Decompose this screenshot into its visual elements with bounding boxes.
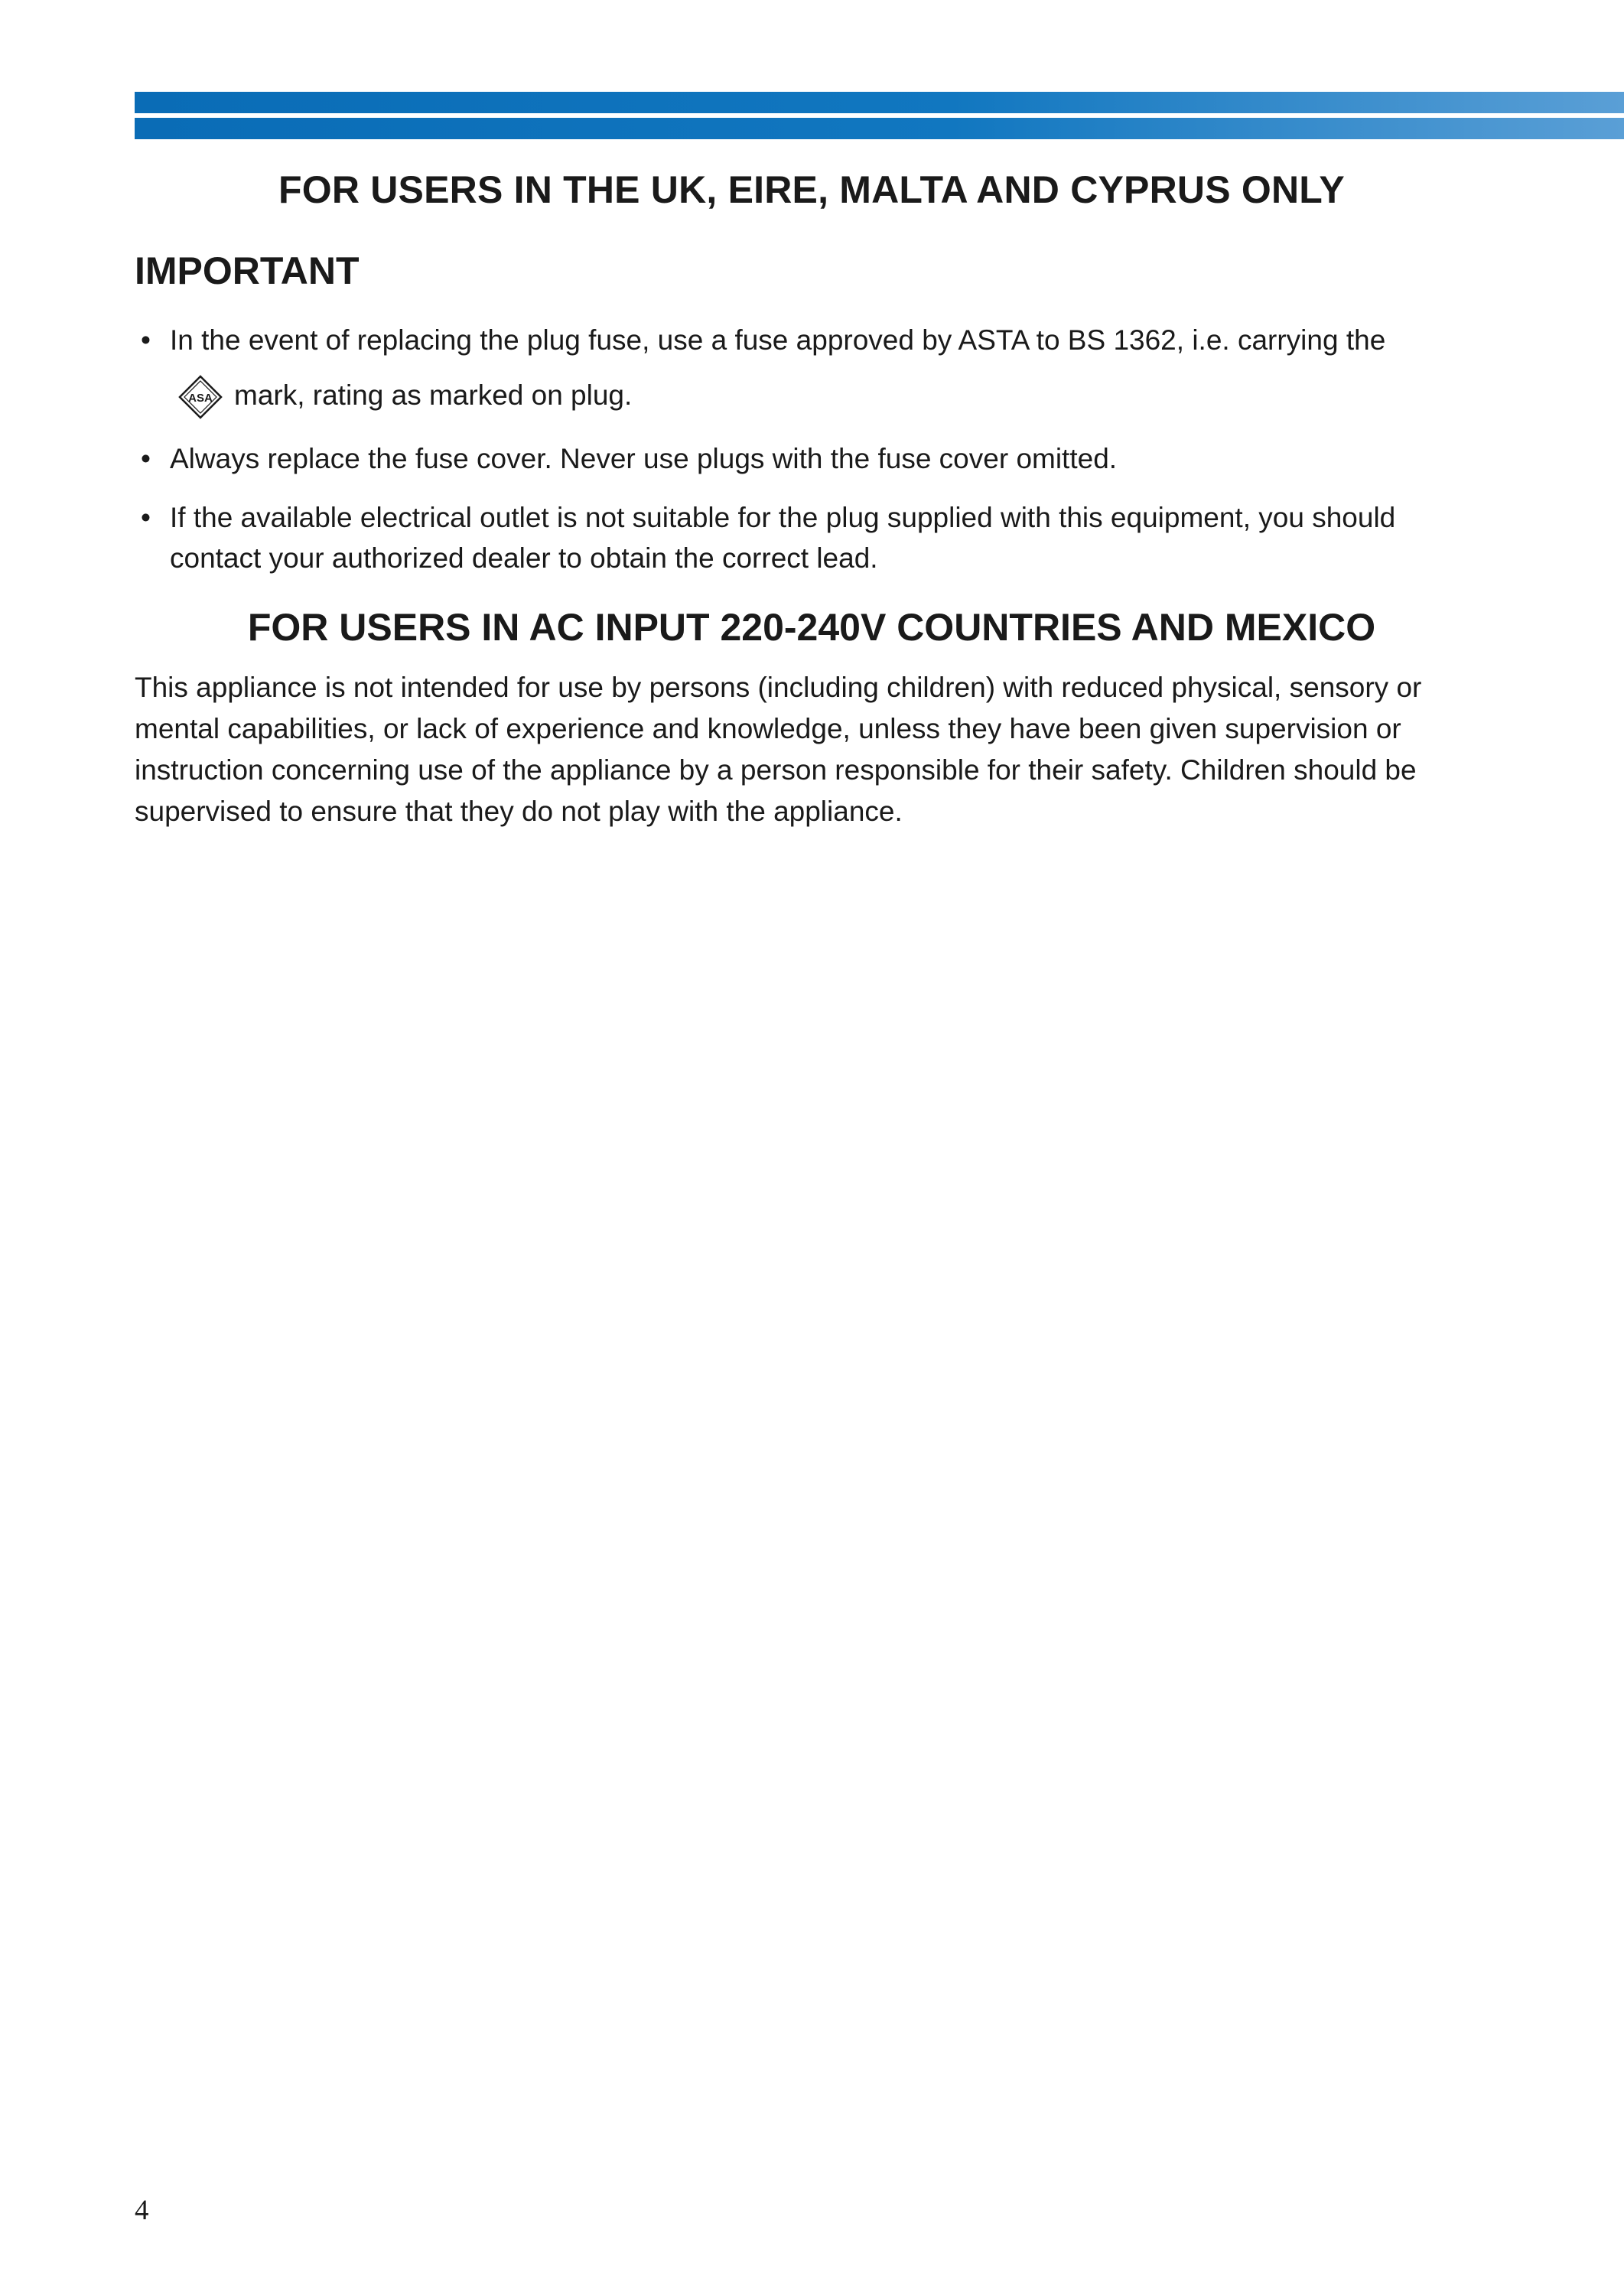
- important-list: [135, 320, 1489, 578]
- bullet-icon: •: [141, 502, 151, 533]
- heading-uk-users: FOR USERS IN THE UK, EIRE, MALTA AND CYPRUS ONLY: [278, 168, 1345, 211]
- asta-mark-label: ASA: [188, 392, 213, 405]
- appliance-warning-paragraph: This appliance is not intended for use by persons (including children) with reduced physical, sensory or mental capabilities, or lack of experience and knowledge, unless they have been given supervision or instruction concerning use of the appliance by a person responsible for their safety. Children should be supervised to ensure that they do not play with the appliance.: [135, 672, 1422, 827]
- list-item: [135, 438, 1489, 479]
- asta-mark-icon: [177, 374, 223, 420]
- list-item: [135, 320, 1489, 420]
- list-item-text: Always replace the fuse cover. Never use plugs with the fuse cover omitted.: [170, 443, 1118, 474]
- header-band-bottom-stripe: [135, 118, 1624, 139]
- asta-mark-line: [170, 374, 1489, 420]
- bullet-icon: •: [141, 443, 151, 474]
- list-item: [135, 497, 1489, 578]
- bullet-icon: •: [141, 324, 151, 356]
- important-title: IMPORTANT: [135, 249, 360, 292]
- header-band-top-stripe: [135, 92, 1624, 113]
- list-item-text: If the available electrical outlet is not suitable for the plug supplied with this equipment, you should contact your authorized dealer to obtain the correct lead.: [170, 502, 1396, 574]
- page-number: 4: [135, 2195, 149, 2226]
- heading-ac-input-users: FOR USERS IN AC INPUT 220-240V COUNTRIES AND MEXICO: [247, 606, 1376, 649]
- header-band: [135, 92, 1624, 139]
- page-content: [135, 167, 1489, 832]
- list-item-text-continued: mark, rating as marked on plug.: [234, 379, 633, 411]
- list-item-text: In the event of replacing the plug fuse, use a fuse approved by ASTA to BS 1362, i.e. carrying the: [170, 324, 1386, 356]
